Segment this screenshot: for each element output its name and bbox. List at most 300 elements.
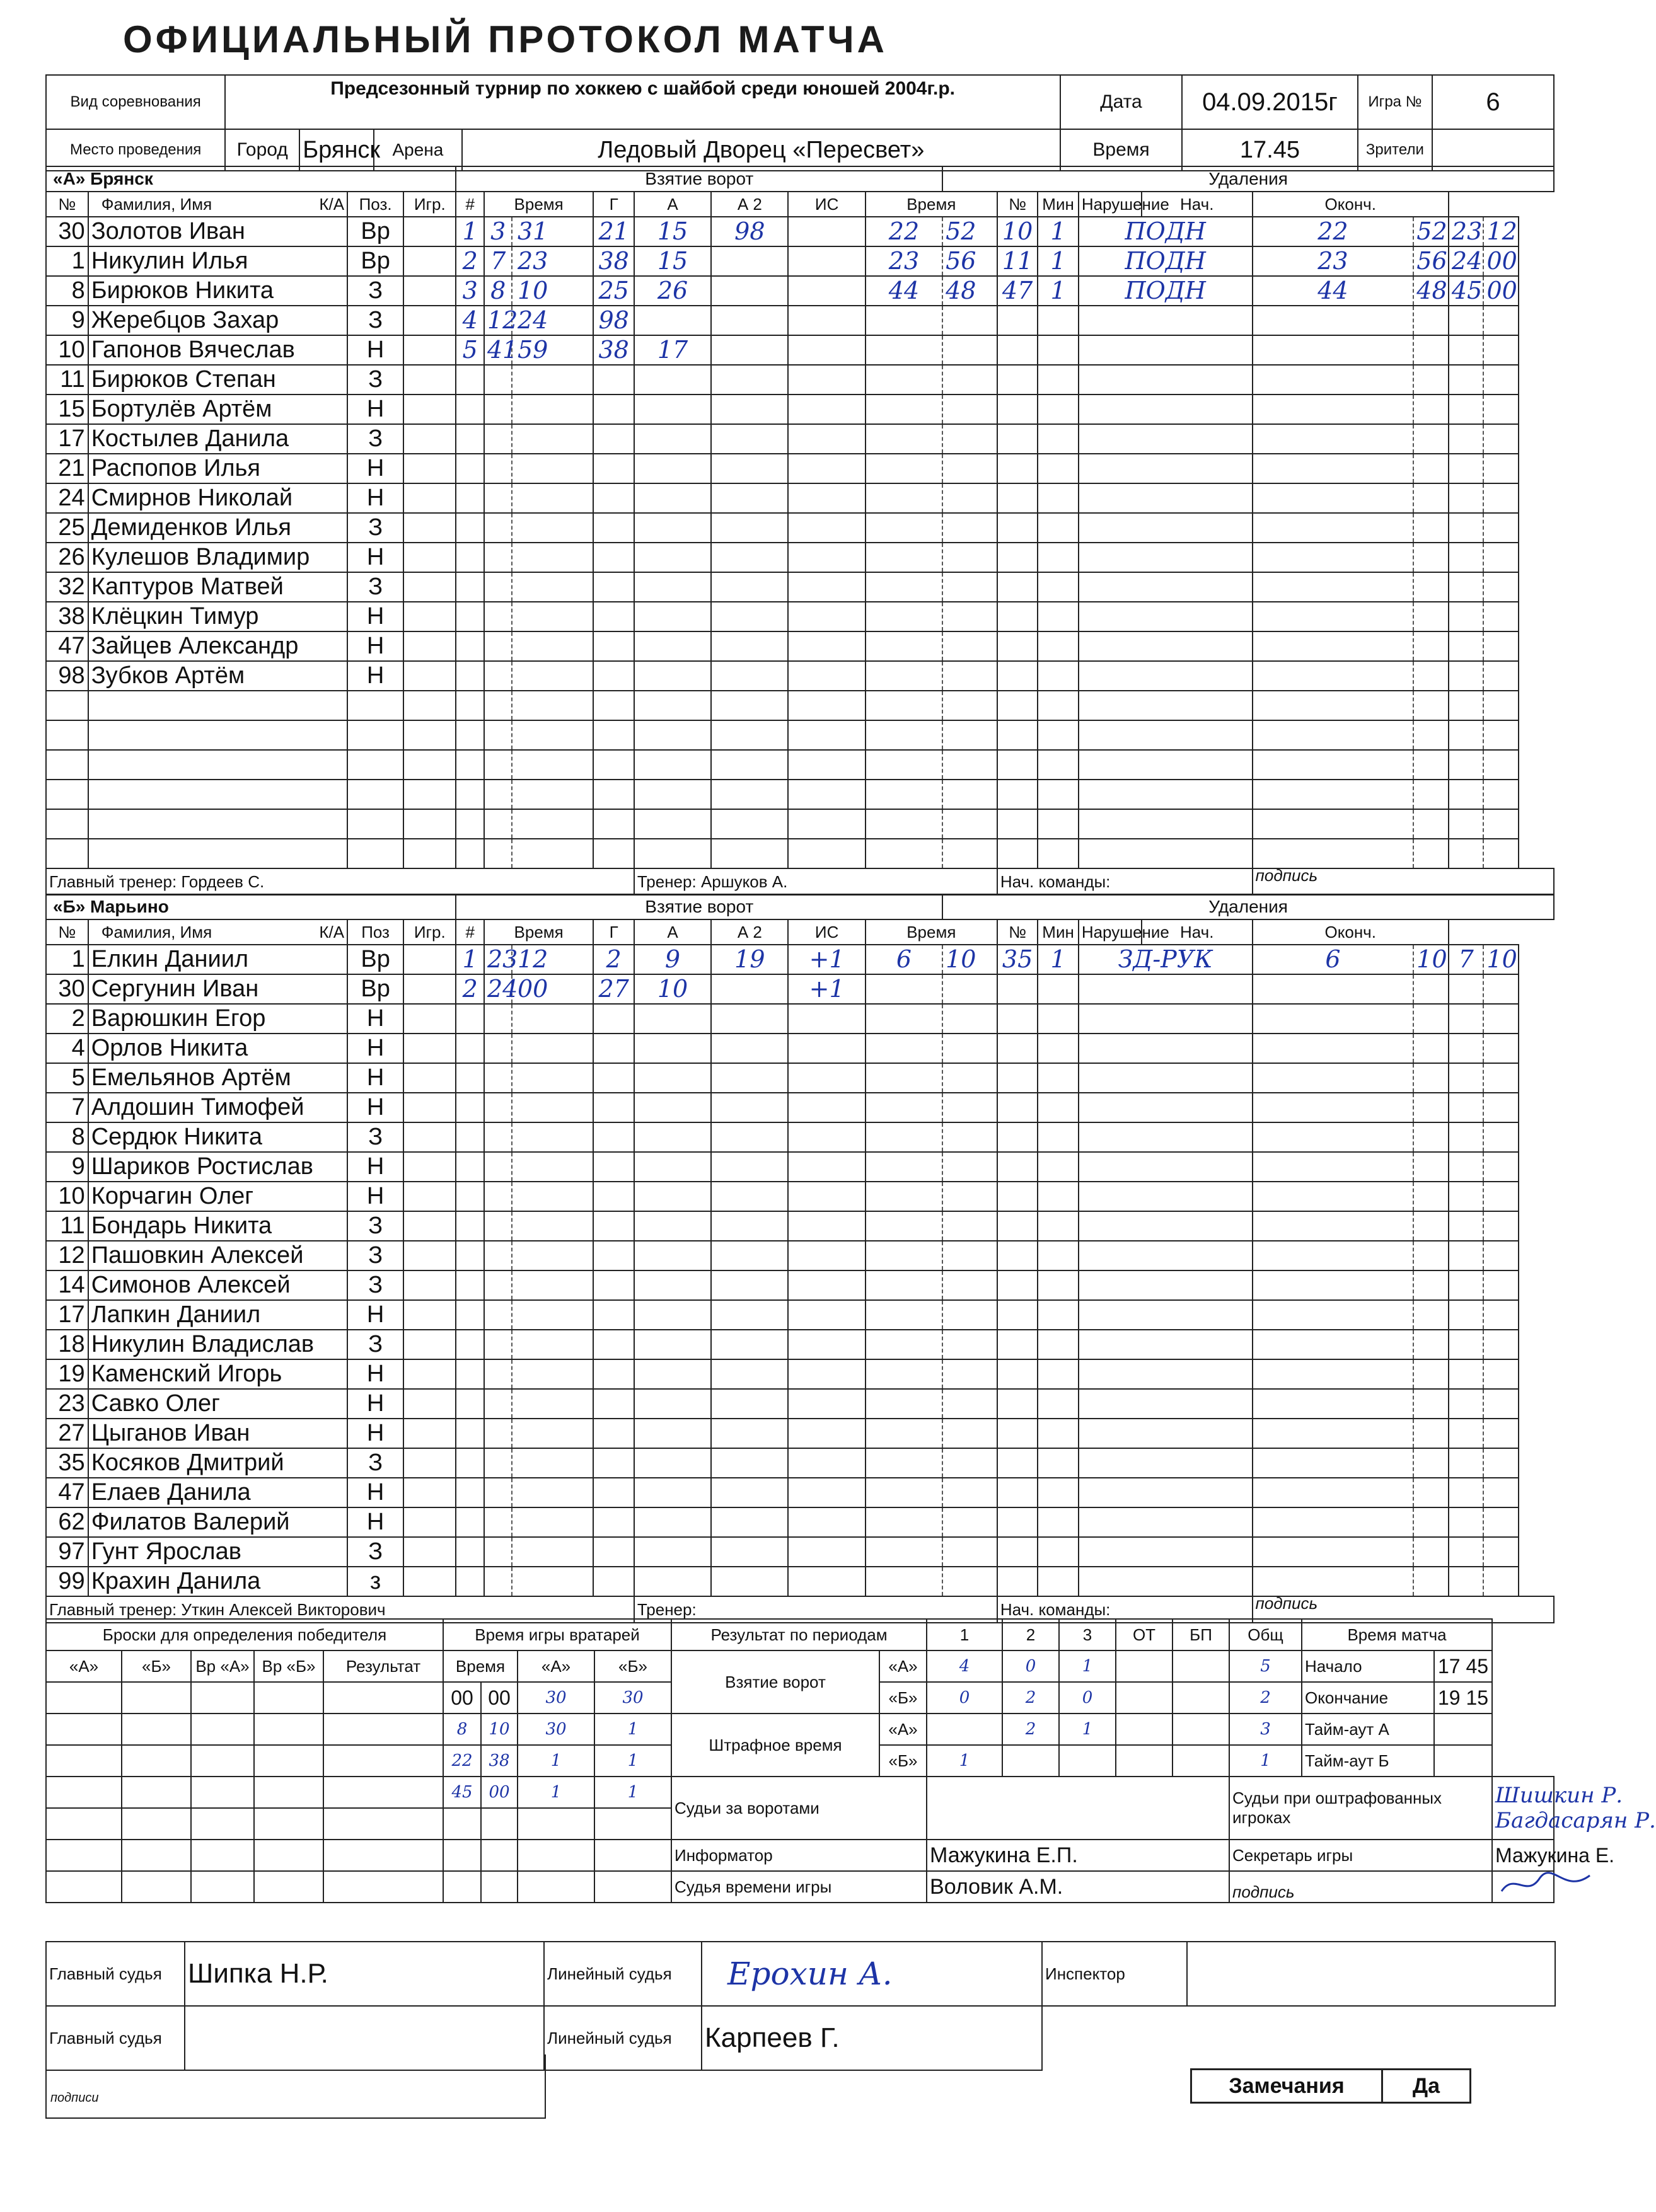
goal-situation — [788, 1004, 865, 1034]
goal-situation — [788, 1330, 865, 1359]
goal-assist-1 — [634, 1152, 711, 1182]
penalty-spacer — [971, 1567, 997, 1596]
goal-assist-1: 17 — [634, 335, 711, 365]
penalty-spacer — [971, 365, 997, 395]
goal-spacer — [553, 602, 593, 631]
player-played — [403, 365, 456, 395]
end-hour: 19 — [1437, 1686, 1461, 1709]
penalty-end-sec — [1483, 1211, 1519, 1241]
goal-scorer — [593, 1478, 634, 1507]
goal-scorer — [593, 543, 634, 572]
goal-minute — [484, 1182, 512, 1211]
start-label: Начало — [1302, 1650, 1434, 1682]
penalty-start-min — [1253, 1004, 1414, 1034]
penalty-end-sec — [1483, 365, 1519, 395]
goal-situation — [788, 780, 865, 809]
match-time-label: Время матча — [1302, 1619, 1492, 1650]
player-name: Косяков Дмитрий — [88, 1448, 291, 1478]
penalty-second — [942, 483, 970, 513]
goal-number — [456, 424, 483, 454]
penalty-end-min — [1449, 691, 1484, 720]
goal-assist-1 — [634, 1448, 711, 1478]
goal-assist-2 — [711, 306, 788, 335]
spectators-label: Зрители — [1358, 129, 1432, 171]
penalty-violation — [1079, 1182, 1253, 1211]
penalty-player — [997, 513, 1038, 543]
goal-assist-1 — [634, 1359, 711, 1389]
goal-assist-2 — [711, 1507, 788, 1537]
penalty-minute — [866, 1004, 942, 1034]
signatures-box — [45, 2054, 546, 2119]
pim-b-total: 1 — [1229, 1745, 1302, 1777]
player-row — [46, 1211, 1554, 1241]
penalty-second — [942, 454, 970, 483]
goal-spacer — [553, 1448, 593, 1478]
penalty-player — [997, 424, 1038, 454]
goal-assist-1 — [634, 780, 711, 809]
player-ka — [291, 631, 347, 661]
goals-title: Взятие ворот — [456, 894, 942, 919]
goal-scorer — [593, 424, 634, 454]
penalty-player — [997, 1063, 1038, 1093]
goal-number: 4 — [456, 306, 483, 335]
goal-second — [512, 1448, 552, 1478]
competition-label: Вид соревнования — [46, 75, 225, 129]
penalty-minutes — [1038, 1241, 1078, 1270]
player-played — [403, 631, 456, 661]
player-ka — [291, 1389, 347, 1419]
penalties-title: Удаления — [942, 894, 1554, 919]
penalty-second — [942, 720, 970, 750]
goal-spacer — [553, 276, 593, 306]
penalty-violation — [1079, 424, 1253, 454]
goal-number — [456, 1478, 483, 1507]
penalty-spacer — [971, 750, 997, 780]
penalty-end-sec — [1483, 1152, 1519, 1182]
penalty-start-min — [1253, 974, 1414, 1004]
player-position: Н — [347, 1478, 403, 1507]
penalty-violation — [1079, 1419, 1253, 1448]
player-position: Н — [347, 1063, 403, 1093]
penalty-minute — [866, 306, 942, 335]
player-position — [347, 809, 403, 839]
penalty-minutes — [1038, 306, 1078, 335]
penalty-spacer — [971, 454, 997, 483]
penalty-violation — [1079, 1063, 1253, 1093]
penalty-end-sec — [1483, 306, 1519, 335]
goal-situation — [788, 691, 865, 720]
player-name: Сергунин Иван — [88, 974, 291, 1004]
goal-scorer — [593, 1034, 634, 1063]
remarks-label: Замечания — [1192, 2070, 1383, 2102]
goal-assist-1 — [634, 543, 711, 572]
goal-second — [512, 1419, 552, 1448]
period-col-1: 1 — [927, 1619, 1002, 1650]
goal-assist-1 — [634, 1182, 711, 1211]
penalty-spacer — [971, 974, 997, 1004]
player-number: 12 — [46, 1241, 88, 1270]
player-number: 8 — [46, 276, 88, 306]
goal-number — [456, 365, 483, 395]
penalty-minute — [866, 1507, 942, 1537]
penalty-second — [942, 1034, 970, 1063]
time-value: 17.45 — [1182, 129, 1358, 171]
penalty-spacer — [971, 780, 997, 809]
goal-situation — [788, 1507, 865, 1537]
penalty-second — [942, 1537, 970, 1567]
penalty-start-min — [1253, 720, 1414, 750]
penalty-start-min — [1253, 1478, 1414, 1507]
penalty-end-sec — [1483, 974, 1519, 1004]
team-chief-label: Нач. команды: — [1000, 1600, 1111, 1619]
penalty-second — [942, 809, 970, 839]
pim-b-ot — [1116, 1745, 1173, 1777]
penalty-minute — [866, 513, 942, 543]
goal-minute — [484, 602, 512, 631]
goal-number: 1 — [456, 945, 483, 974]
player-played — [403, 1448, 456, 1478]
goal-spacer — [553, 572, 593, 602]
goal-scorer — [593, 661, 634, 691]
col-goal-a: А — [634, 919, 711, 945]
penalty-spacer — [971, 1537, 997, 1567]
player-number — [46, 780, 88, 809]
penalty-end-min — [1449, 1567, 1484, 1596]
penalty-second — [942, 1152, 970, 1182]
penalty-end-min: 23 — [1449, 217, 1484, 246]
goal-minute — [484, 365, 512, 395]
player-ka — [291, 1034, 347, 1063]
goal-spacer — [553, 246, 593, 276]
penalty-player — [997, 809, 1038, 839]
penalty-start-sec — [1413, 1211, 1449, 1241]
penalty-second — [942, 631, 970, 661]
secretary-value: Мажукина Е. — [1492, 1840, 1554, 1871]
player-row — [46, 1093, 1554, 1122]
col-pen-end: Оконч. — [1253, 192, 1449, 217]
player-name — [88, 839, 291, 868]
penalty-end-sec — [1483, 1537, 1519, 1567]
goal-assist-2 — [711, 572, 788, 602]
penalty-minute — [866, 395, 942, 424]
goal-assist-2 — [711, 1448, 788, 1478]
goal-assist-2 — [711, 1122, 788, 1152]
penalty-start-sec — [1413, 1537, 1449, 1567]
informer-label: Информатор — [671, 1840, 927, 1871]
goals-b-bp — [1173, 1682, 1229, 1714]
goal-second — [512, 395, 552, 424]
player-position: З — [347, 1448, 403, 1478]
penalty-second: 10 — [942, 945, 970, 974]
goal-assist-1 — [634, 1567, 711, 1596]
player-row — [46, 306, 1554, 335]
penalty-second — [942, 424, 970, 454]
penalty-second — [942, 661, 970, 691]
penalty-violation — [1079, 1034, 1253, 1063]
player-played — [403, 1359, 456, 1389]
timeout-a-label: Тайм-аут А — [1302, 1714, 1434, 1745]
penalty-spacer — [971, 572, 997, 602]
penalty-player: 35 — [997, 945, 1038, 974]
player-row — [46, 1182, 1554, 1211]
player-played — [403, 974, 456, 1004]
penalty-end-min — [1449, 809, 1484, 839]
player-played — [403, 780, 456, 809]
player-number: 27 — [46, 1419, 88, 1448]
player-row — [46, 691, 1554, 720]
goal-second — [512, 1567, 552, 1596]
penalty-start-sec — [1413, 335, 1449, 365]
goal-spacer — [553, 1300, 593, 1330]
period-col-bp: БП — [1173, 1619, 1229, 1650]
linesman-2-label: Линейный судья — [544, 2006, 702, 2070]
goals-a-p2: 0 — [1002, 1650, 1059, 1682]
goal-assist-1 — [634, 1507, 711, 1537]
gk-row-1-a: 30 — [518, 1682, 594, 1714]
goal-situation — [788, 1478, 865, 1507]
player-played — [403, 395, 456, 424]
penalty-minutes — [1038, 1478, 1078, 1507]
goal-assist-1 — [634, 1389, 711, 1419]
goal-second: 00 — [512, 974, 552, 1004]
player-played — [403, 1034, 456, 1063]
gk-row-3-a: 1 — [518, 1745, 594, 1777]
penalty-violation — [1079, 513, 1253, 543]
penalty-start-min — [1253, 1419, 1414, 1448]
penalty-start-sec — [1413, 974, 1449, 1004]
goal-assist-2 — [711, 543, 788, 572]
penalty-second — [942, 1211, 970, 1241]
penalty-spacer — [971, 1270, 997, 1300]
player-name: Каптуров Матвей — [88, 572, 291, 602]
penalty-start-sec — [1413, 780, 1449, 809]
penalty-end-min — [1449, 1241, 1484, 1270]
player-name: Крахин Данила — [88, 1567, 291, 1596]
end-minute: 15 — [1466, 1686, 1489, 1709]
remarks-value: Да — [1412, 2073, 1440, 2098]
goal-number — [456, 1211, 483, 1241]
penalty-end-sec — [1483, 1300, 1519, 1330]
goal-scorer — [593, 720, 634, 750]
penalty-start-sec — [1413, 1359, 1449, 1389]
penalties-title: Удаления — [942, 166, 1554, 192]
goal-assist-2 — [711, 1241, 788, 1270]
pim-team-b-label: «Б» — [879, 1745, 927, 1777]
periods-label: Результат по периодам — [671, 1619, 927, 1650]
goals-b-p2: 2 — [1002, 1682, 1059, 1714]
player-number: 47 — [46, 1478, 88, 1507]
player-position: Н — [347, 1507, 403, 1537]
player-played — [403, 661, 456, 691]
penalty-minute — [866, 424, 942, 454]
player-played — [403, 483, 456, 513]
penalty-second — [942, 1389, 970, 1419]
goal-spacer — [553, 1537, 593, 1567]
penalty-player — [997, 335, 1038, 365]
goal-minute — [484, 1122, 512, 1152]
goal-number — [456, 1567, 483, 1596]
goal-minute — [484, 1093, 512, 1122]
player-number: 7 — [46, 1093, 88, 1122]
player-number: 1 — [46, 945, 88, 974]
goal-second: 10 — [512, 276, 552, 306]
goal-number — [456, 661, 483, 691]
goal-assist-1 — [634, 365, 711, 395]
penalty-second — [942, 602, 970, 631]
penalty-end-sec — [1483, 1241, 1519, 1270]
penalty-second — [942, 395, 970, 424]
penalty-start-min — [1253, 513, 1414, 543]
penalty-minute — [866, 809, 942, 839]
goal-assist-1 — [634, 1211, 711, 1241]
player-played — [403, 1419, 456, 1448]
penalty-end-min — [1449, 1182, 1484, 1211]
goal-minute — [484, 572, 512, 602]
penalty-end-min — [1449, 365, 1484, 395]
penalty-player — [997, 1241, 1038, 1270]
penalty-start-sec — [1413, 1241, 1449, 1270]
goal-assist-2 — [711, 720, 788, 750]
player-ka — [291, 839, 347, 868]
goal-scorer — [593, 1004, 634, 1034]
goals-a-p3: 1 — [1059, 1650, 1116, 1682]
goal-spacer — [553, 1211, 593, 1241]
penalty-start-min — [1253, 1567, 1414, 1596]
period-col-2: 2 — [1002, 1619, 1059, 1650]
player-row — [46, 780, 1554, 809]
player-position: Н — [347, 1004, 403, 1034]
penalty-end-min — [1449, 543, 1484, 572]
goal-situation — [788, 1241, 865, 1270]
col-pen-num: № — [997, 192, 1038, 217]
penalty-violation — [1079, 306, 1253, 335]
player-number: 32 — [46, 572, 88, 602]
goal-assist-2 — [711, 1093, 788, 1122]
player-number: 8 — [46, 1122, 88, 1152]
player-position: Н — [347, 543, 403, 572]
goal-spacer — [553, 1152, 593, 1182]
player-row — [46, 543, 1554, 572]
pim-b-bp — [1173, 1745, 1229, 1777]
penalty-second — [942, 1241, 970, 1270]
penalty-violation — [1079, 1004, 1253, 1034]
player-ka — [291, 424, 347, 454]
penalty-start-min — [1253, 1241, 1414, 1270]
goal-scorer: 25 — [593, 276, 634, 306]
goal-assist-2 — [711, 750, 788, 780]
player-row — [46, 1300, 1554, 1330]
penalty-start-min — [1253, 1152, 1414, 1182]
penalty-minute — [866, 1034, 942, 1063]
goal-situation — [788, 306, 865, 335]
player-number: 19 — [46, 1359, 88, 1389]
goal-scorer — [593, 1122, 634, 1152]
goal-second — [512, 839, 552, 868]
penalty-player — [997, 572, 1038, 602]
goal-second — [512, 1004, 552, 1034]
pim-team-a-label: «А» — [879, 1714, 927, 1745]
timeout-b-label: Тайм-аут Б — [1302, 1745, 1434, 1777]
player-position: З — [347, 513, 403, 543]
goal-assist-2 — [711, 1478, 788, 1507]
goal-second — [512, 543, 552, 572]
player-row — [46, 513, 1554, 543]
penalty-start-sec — [1413, 750, 1449, 780]
player-ka — [291, 1122, 347, 1152]
col-goal-time: Время — [484, 192, 593, 217]
goal-second: 24 — [512, 306, 552, 335]
player-position: Н — [347, 1093, 403, 1122]
penalty-end-min — [1449, 780, 1484, 809]
penalty-second — [942, 1359, 970, 1389]
penalty-minute — [866, 1359, 942, 1389]
penalty-start-min — [1253, 1093, 1414, 1122]
goal-spacer — [553, 1270, 593, 1300]
player-ka — [291, 1270, 347, 1300]
goal-minute — [484, 1300, 512, 1330]
goal-minute — [484, 454, 512, 483]
penalty-violation — [1079, 1507, 1253, 1537]
penalty-minute — [866, 1152, 942, 1182]
penalty-minutes — [1038, 974, 1078, 1004]
penalty-spacer — [971, 631, 997, 661]
informer-value: Мажукина Е.П. — [927, 1840, 1229, 1871]
player-row — [46, 839, 1554, 868]
penalty-player — [997, 1359, 1038, 1389]
penalty-end-min — [1449, 750, 1484, 780]
remarks-box — [1190, 2068, 1471, 2104]
goal-scorer: 98 — [593, 306, 634, 335]
penalty-player — [997, 691, 1038, 720]
penalty-start-sec — [1413, 1448, 1449, 1478]
player-name: Алдошин Тимофей — [88, 1093, 291, 1122]
penalty-start-sec — [1413, 1270, 1449, 1300]
penalty-start-sec: 10 — [1413, 945, 1449, 974]
goal-minute — [484, 1507, 512, 1537]
referee-2-label: Главный судья — [46, 2006, 185, 2070]
goal-assist-2 — [711, 1419, 788, 1448]
linesman-1-value: Ерохин А. — [702, 1942, 1042, 2006]
penalty-violation — [1079, 543, 1253, 572]
goal-scorer — [593, 750, 634, 780]
goal-assist-2 — [711, 631, 788, 661]
penalty-end-sec — [1483, 691, 1519, 720]
player-name: Никулин Илья — [88, 246, 291, 276]
goal-scorer — [593, 602, 634, 631]
goal-number: 1 — [456, 217, 483, 246]
penalty-end-sec: 10 — [1483, 945, 1519, 974]
player-position: Вр — [347, 217, 403, 246]
secretary-signature — [1492, 1871, 1554, 1903]
goal-assist-2 — [711, 1330, 788, 1359]
penalty-start-min — [1253, 1537, 1414, 1567]
gk-col-b: «Б» — [594, 1650, 671, 1682]
penalty-end-min — [1449, 424, 1484, 454]
goal-assist-2 — [711, 1389, 788, 1419]
penalty-spacer — [971, 1004, 997, 1034]
penalty-start-min — [1253, 483, 1414, 513]
gk-time-label: Время игры вратарей — [443, 1619, 671, 1650]
player-row — [46, 454, 1554, 483]
penalty-start-min — [1253, 602, 1414, 631]
penalty-minute — [866, 750, 942, 780]
penalty-start-sec — [1413, 483, 1449, 513]
goal-scorer: 38 — [593, 246, 634, 276]
penalty-violation — [1079, 1211, 1253, 1241]
penalty-player: 11 — [997, 246, 1038, 276]
coach — [634, 868, 997, 895]
penalty-start-sec — [1413, 306, 1449, 335]
